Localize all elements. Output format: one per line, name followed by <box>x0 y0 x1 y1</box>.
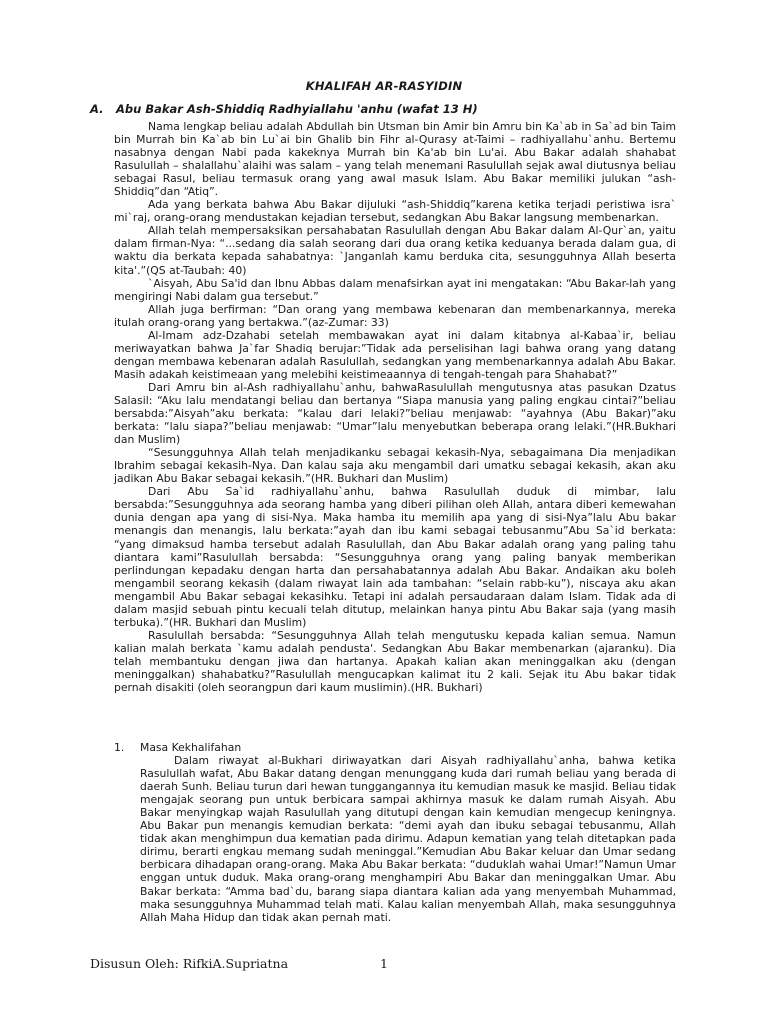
paragraph: “Sesungguhnya Allah telah menjadikanku sebagai kekasih-Nya, sebagaimana Dia menjadikan Ibrahim sebagai kekasih-Nya. Dan kalau saja aku mengambil dari umatku sebagai kekasih, akan aku jadikan Abu Bakar sebagai kekasih.”(HR. Bukhari dan Muslim) <box>114 446 676 486</box>
subsection <box>114 741 676 924</box>
section-heading-text: Abu Bakar Ash-Shiddiq Radhyiallahu 'anhu (wafat 13 H) <box>116 102 478 116</box>
document-title: KHALIFAH AR-RASYIDIN <box>305 79 463 93</box>
paragraph: Dari Amru bin al-Ash radhiyallahu`anhu, bahwaRasulullah mengutusnya atas pasukan Dzatus Salasil: “Aku lalu mendatangi beliau dan bertanya “Siapa manusia yang paling engkau cintai?”beliau bersabda:”Aisyah”aku berkata: “kalau dari lelaki?”beliau menjawab: “ayahnya (Abu Bakar)”aku berkata: “lalu siapa?”beliau menjawab: “Umar”lalu menyebutkan beberapa orang lelaki.”(HR.Bukhari dan Muslim) <box>114 380 676 447</box>
subsection-heading <box>114 741 676 754</box>
paragraph: `Aisyah, Abu Sa'id dan Ibnu Abbas dalam menafsirkan ayat ini mengatakan: “Abu Bakar-lah yang mengiringi Nabi dalam gua tersebut.” <box>114 276 676 303</box>
paragraph: Dalam riwayat al-Bukhari diriwayatkan dari Aisyah radhiyallahu`anha, bahwa ketika Rasulullah wafat, Abu Bakar datang dengan menunggang kuda dari rumah beliau yang berada di daerah Sunh. Beliau turun dari hewan tunggangannya itu kemudian masuk ke masjid. Beliau tidak mengajak seorang pun untuk berbicara sampai akhirnya masuk ke dalam rumah Aisyah. Abu Bakar menyingkap wajah Rasulullah yang ditutupi dengan kain kemudian mengecup keningnya. Abu Bakar pun menangis kemudian berkata: “demi ayah dan ibuku sebagai tebusanmu, Allah tidak akan menghimpun dua kematian pada dirimu. Adapun kematian yang telah ditetapkan pada dirimu, berarti engkau memang sudah meninggal.”Kemudian Abu Bakar keluar dan Umar sedang berbicara dihadapan orang-orang. Maka Abu Bakar berkata: “duduklah wahai Umar!”Namun Umar enggan untuk duduk. Maka orang-orang menghampiri Abu Bakar dan meninggalkan Umar. Abu Bakar berkata: “Amma bad`du, barang siapa diantara kalian ada yang menyembah Muhammad, maka sesungguhnya Muhammad telah mati. Kalau kalian menyembah Allah, maka sesungguhnya Allah Maha Hidup dan tidak akan pernah mati. <box>140 754 676 924</box>
page-number: 1 <box>380 956 388 971</box>
subsection-title: Masa Kekhalifahan <box>140 741 242 754</box>
paragraph: Rasulullah bersabda: “Sesungguhnya Allah telah mengutusku kepada kalian semua. Namun kalian malah berkata `kamu adalah pendusta'. Sedangkan Abu Bakar membenarkan (ajaranku). Dia telah membantuku dengan jiwa dan hartanya. Apakah kalian akan meninggalkan aku (dengan meninggalkan) shahabatku?”Rasulullah mengucapkan kalimat itu 2 kali. Sejak itu Abu bakar tidak pernah disakiti (oleh seorangpun dari kaum muslimin).(HR. Bukhari) <box>114 628 676 695</box>
footer-author: Disusun Oleh: RifkiA.Supriatna <box>90 956 289 971</box>
subsection-body <box>140 754 676 924</box>
section-label: A. <box>90 102 104 116</box>
paragraph: Allah juga berfirman: “Dan orang yang membawa kebenaran dan membenarkannya, mereka itulah orang-orang yang bertakwa.”(az-Zumar: 33) <box>114 302 676 329</box>
paragraph: Allah telah mempersaksikan persahabatan Rasulullah dengan Abu Bakar dalam Al-Qur`an, yaitu dalam firman-Nya: “...sedang dia salah seorang dari dua orang ketika keduanya berada dalam gua, di waktu dia berkata kepada sahabatnya: `Janganlah kamu berduka cita, sesungguhnya Allah beserta kita'.”(QS at-Taubah: 40) <box>114 224 676 277</box>
paragraph: Al-Imam adz-Dzahabi setelah membawakan ayat ini dalam kitabnya al-Kabaa`ir, beliau meriwayatkan bahwa Ja`far Shadiq berujar:”Tidak ada perselisihan lagi bahwa orang yang datang dengan membawa kebenaran adalah Rasulullah, sedangkan yang membenarkannya adalah Abu Bakar. Masih adakah keistimeaan yang melebihi keistimeaannya di tengah-tengah para Shahabat?” <box>114 328 676 381</box>
subsection-number: 1. <box>114 741 125 754</box>
section-heading <box>90 102 690 116</box>
paragraph: Nama lengkap beliau adalah Abdullah bin Utsman bin Amir bin Amru bin Ka`ab in Sa`ad bin Taim bin Murrah bin Ka`ab bin Lu`ai bin Ghalib bin Fihr al-Qurasy at-Taimi – radhiyallahu`anhu. Bertemu nasabnya dengan Nabi pada kakeknya Murrah bin Ka'ab bin Lu'ai. Abu Bakar adalah shahabat Rasulullah – shalallahu`alaihi was salam – yang telah menemani Rasulullah sejak awal diutusnya beliau sebagai Rasul, beliau termasuk orang yang awal masuk Islam. Abu Bakar memiliki julukan “ash-Shiddiq”dan “Atiq”. <box>114 120 676 199</box>
section-body <box>114 120 676 694</box>
paragraph: Ada yang berkata bahwa Abu Bakar dijuluki “ash-Shiddiq”karena ketika terjadi peristiwa isra` mi`raj, orang-orang mendustakan kejadian tersebut, sedangkan Abu Bakar langsung membenarkan. <box>114 198 676 225</box>
paragraph: Dari Abu Sa`id radhiyallahu`anhu, bahwa Rasulullah duduk di mimbar, lalu bersabda:”Sesungguhnya ada seorang hamba yang diberi pilihan oleh Allah, antara diberi kemewahan dunia dengan apa yang di sisi-Nya. Maka hamba itu memilih apa yang di sisi-Nya”lalu Abu bakar menangis dan menangis, lalu berkata:”ayah dan ibu kami sebagai tebusanmu”Abu Sa`id berkata: “yang dimaksud hamba tersebut adalah Rasulullah, dan Abu Bakar adalah orang yang paling tahu diantara kami”Rasulullah bersabda: “Sesungguhnya orang yang paling banyak memberikan perlindungan kepadaku dengan harta dan persahabatannya adalah Abu Bakar. Andaikan aku boleh mengambil seorang kekasih (dalam riwayat lain ada tambahan: “selain rabb-ku”), niscaya aku akan mengambil Abu Bakar sebagai kekasihku. Tetapi ini adalah persaudaraan dalam Islam. Tidak ada di dalam masjid sebuah pintu kecuali telah ditutup, melainkan hanya pintu Abu Bakar saja (yang masih terbuka).”(HR. Bukhari dan Muslim) <box>114 485 676 629</box>
